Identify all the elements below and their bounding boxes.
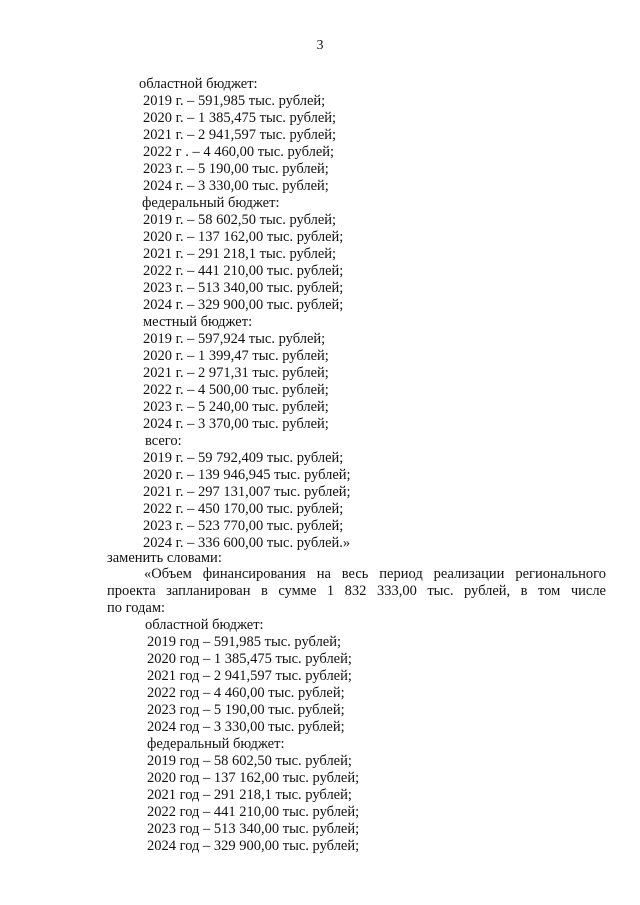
page-number: 3: [316, 38, 324, 53]
old-regional-label: областной бюджет:: [139, 76, 258, 92]
old-local-line: 2022 г. – 4 500,00 тыс. рублей;: [143, 382, 329, 398]
old-regional-line: 2023 г. – 5 190,00 тыс. рублей;: [143, 161, 329, 177]
old-federal-line: 2023 г. – 513 340,00 тыс. рублей;: [143, 280, 344, 296]
old-regional-line: 2024 г. – 3 330,00 тыс. рублей;: [143, 178, 329, 194]
new-intro-line: по годам:: [107, 600, 166, 616]
old-total-line: 2019 г. – 59 792,409 тыс. рублей;: [143, 450, 344, 466]
old-federal-label: федеральный бюджет:: [142, 195, 280, 211]
new-regional-label: областной бюджет:: [145, 617, 264, 633]
new-federal-line: 2019 год – 58 602,50 тыс. рублей;: [147, 753, 352, 769]
new-regional-line: 2019 год – 591,985 тыс. рублей;: [147, 634, 342, 650]
new-federal-line: 2022 год – 441 210,00 тыс. рублей;: [147, 804, 360, 820]
old-regional-line: 2019 г. – 591,985 тыс. рублей;: [143, 93, 326, 109]
new-intro-line: проекта запланирован в сумме 1 832 333,00 тыс. рублей, в том числе: [107, 583, 606, 599]
old-federal-line: 2024 г. – 329 900,00 тыс. рублей;: [143, 297, 344, 313]
new-regional-line: 2021 год – 2 941,597 тыс. рублей;: [147, 668, 352, 684]
old-local-line: 2023 г. – 5 240,00 тыс. рублей;: [143, 399, 329, 415]
old-regional-line: 2021 г. – 2 941,597 тыс. рублей;: [143, 127, 337, 143]
new-regional-line: 2023 год – 5 190,00 тыс. рублей;: [147, 702, 345, 718]
new-regional-line: 2024 год – 3 330,00 тыс. рублей;: [147, 719, 345, 735]
old-federal-line: 2019 г. – 58 602,50 тыс. рублей;: [143, 212, 337, 228]
old-regional-line: 2020 г. – 1 385,475 тыс. рублей;: [143, 110, 337, 126]
old-regional-line: 2022 г . – 4 460,00 тыс. рублей;: [143, 144, 335, 160]
old-total-line: 2020 г. – 139 946,945 тыс. рублей;: [143, 467, 351, 483]
old-local-line: 2021 г. – 2 971,31 тыс. рублей;: [143, 365, 329, 381]
old-total-line: 2021 г. – 297 131,007 тыс. рублей;: [143, 484, 351, 500]
new-intro-line: «Объем финансирования на весь период реализации регионального: [144, 566, 606, 582]
old-local-line: 2024 г. – 3 370,00 тыс. рублей;: [143, 416, 329, 432]
old-total-line: 2023 г. – 523 770,00 тыс. рублей;: [143, 518, 344, 534]
old-total-label: всего:: [145, 433, 182, 449]
old-federal-line: 2020 г. – 137 162,00 тыс. рублей;: [143, 229, 344, 245]
new-federal-line: 2023 год – 513 340,00 тыс. рублей;: [147, 821, 360, 837]
new-regional-line: 2020 год – 1 385,475 тыс. рублей;: [147, 651, 352, 667]
new-federal-label: федеральный бюджет:: [147, 736, 285, 752]
new-federal-line: 2021 год – 291 218,1 тыс. рублей;: [147, 787, 352, 803]
new-federal-line: 2020 год – 137 162,00 тыс. рублей;: [147, 770, 360, 786]
old-federal-line: 2022 г. – 441 210,00 тыс. рублей;: [143, 263, 344, 279]
old-local-line: 2019 г. – 597,924 тыс. рублей;: [143, 331, 326, 347]
new-regional-line: 2022 год – 4 460,00 тыс. рублей;: [147, 685, 345, 701]
old-local-label: местный бюджет:: [143, 314, 253, 330]
old-total-line: 2022 г. – 450 170,00 тыс. рублей;: [143, 501, 344, 517]
replace-label: заменить словами:: [107, 550, 222, 566]
new-federal-line: 2024 год – 329 900,00 тыс. рублей;: [147, 838, 360, 854]
old-total-line: 2024 г. – 336 600,00 тыс. рублей.»: [143, 535, 351, 551]
old-federal-line: 2021 г. – 291 218,1 тыс. рублей;: [143, 246, 337, 262]
old-local-line: 2020 г. – 1 399,47 тыс. рублей;: [143, 348, 329, 364]
